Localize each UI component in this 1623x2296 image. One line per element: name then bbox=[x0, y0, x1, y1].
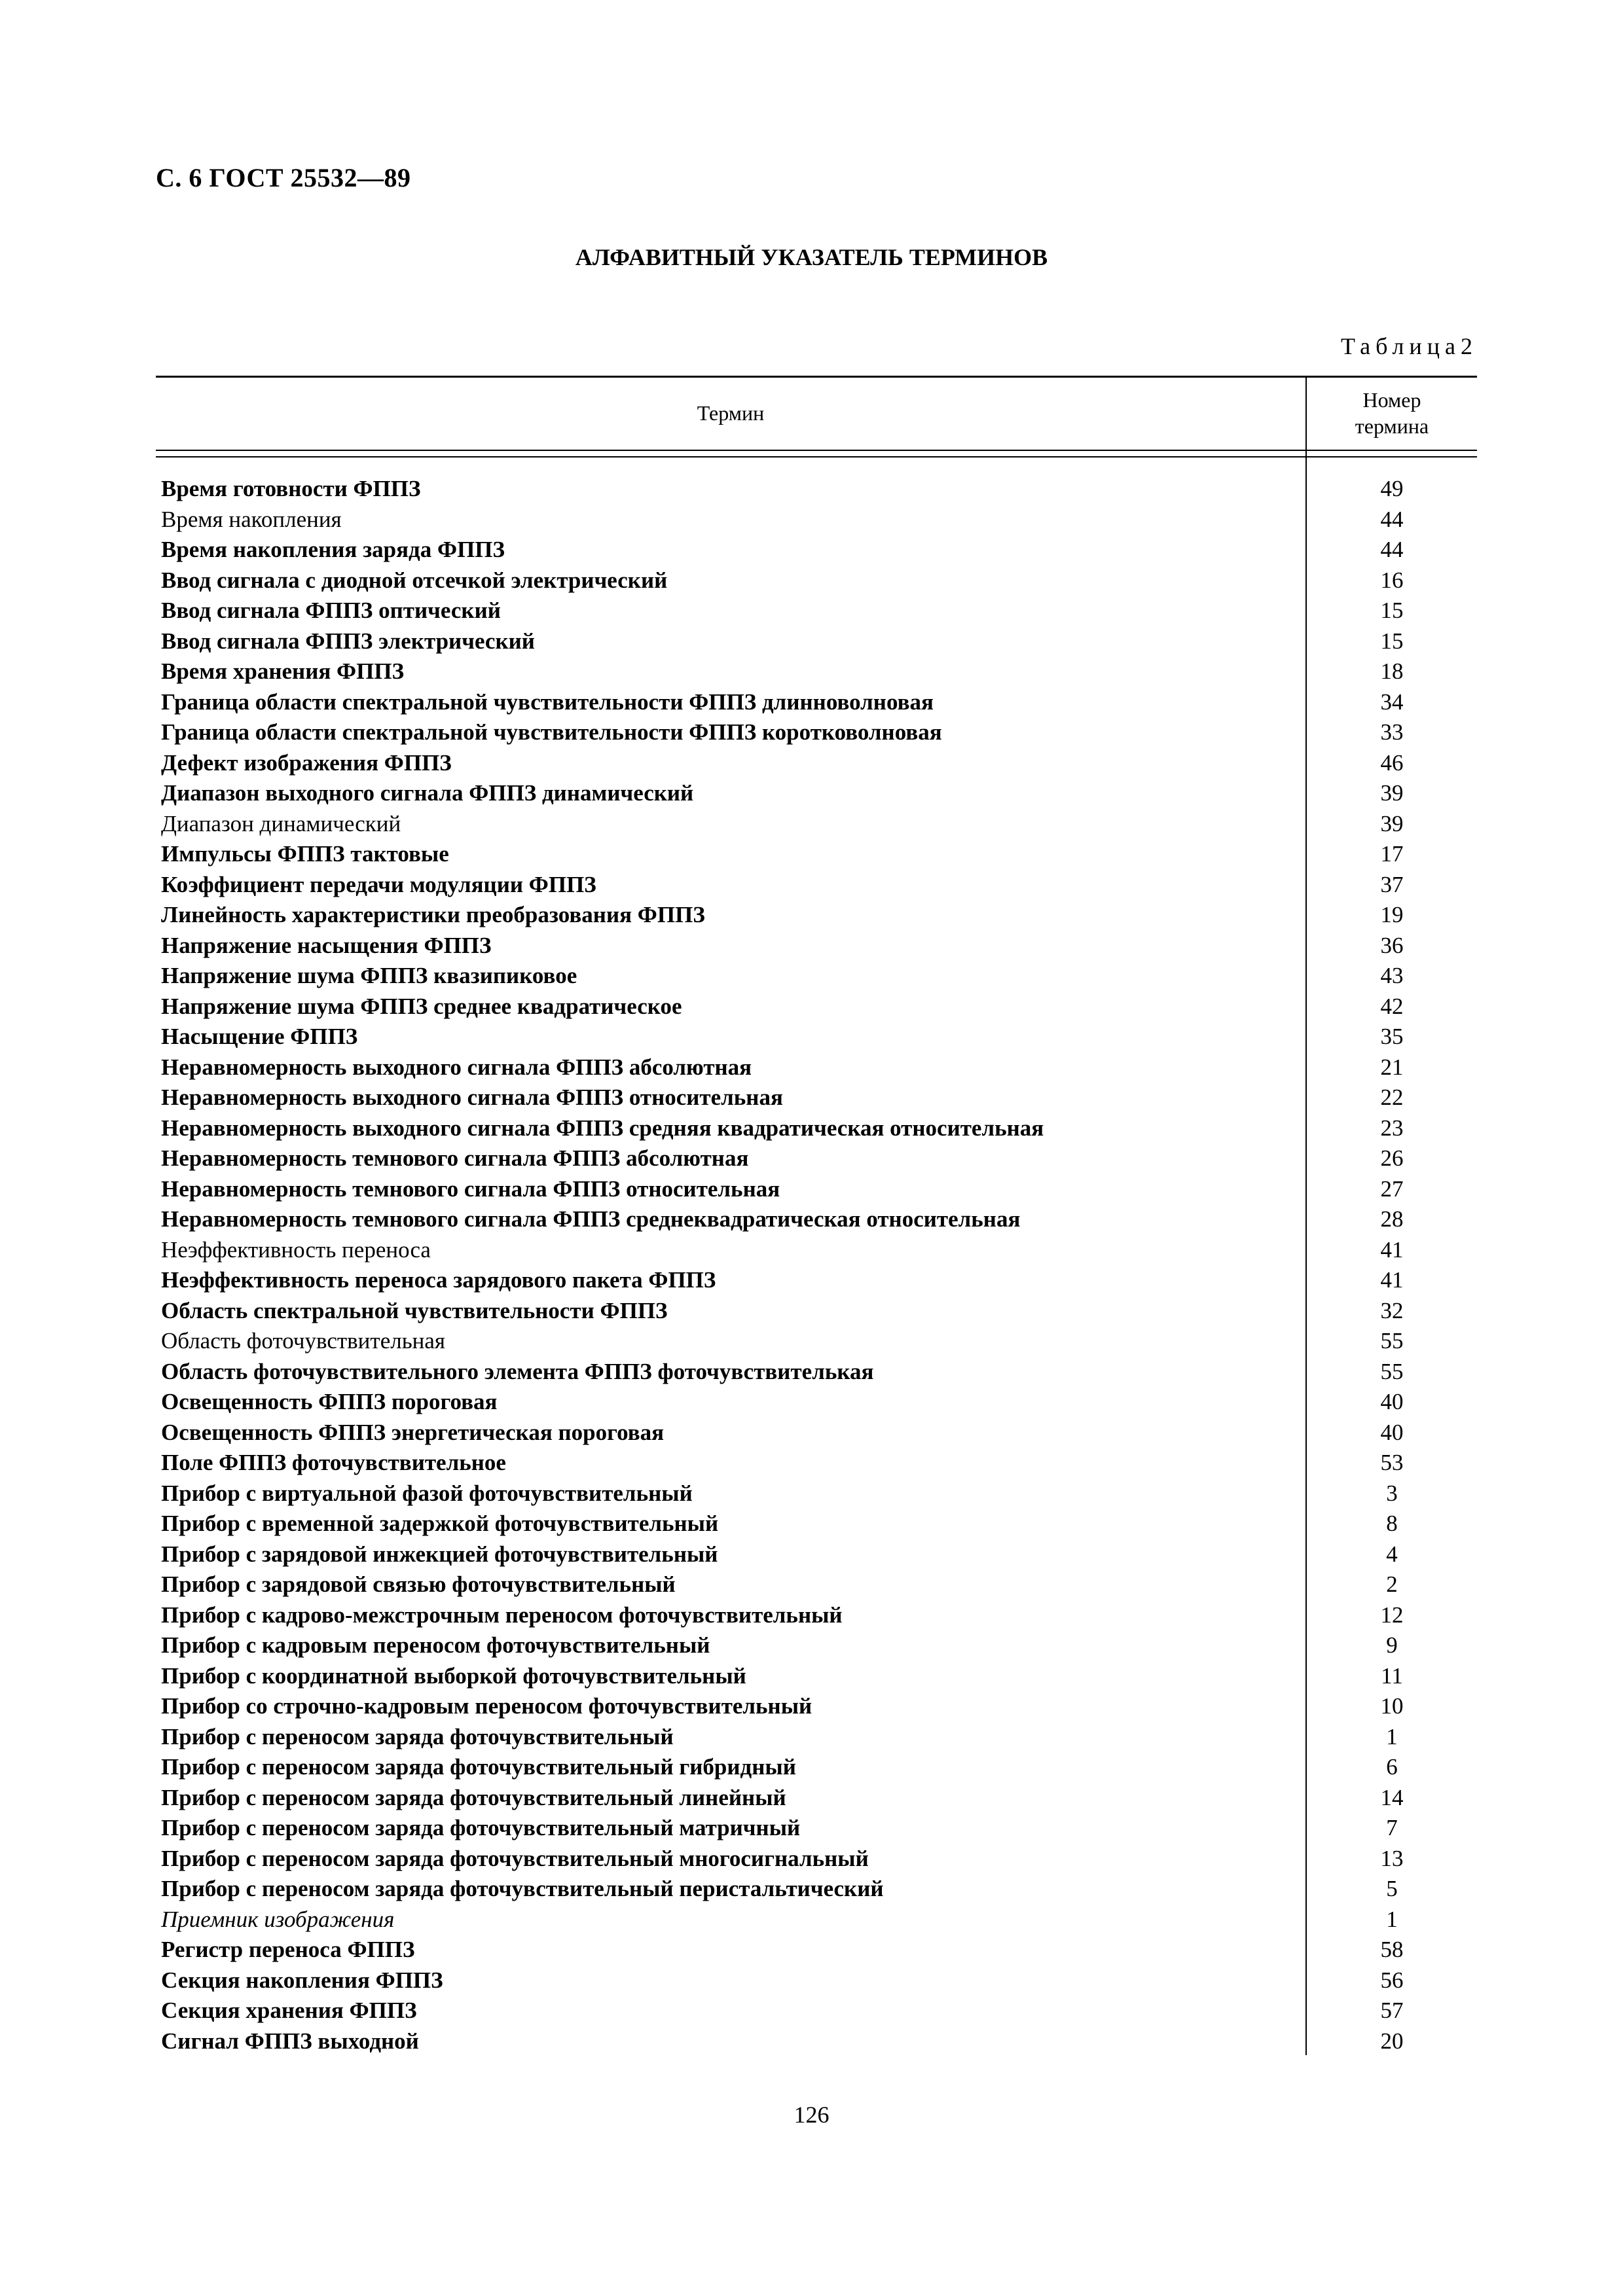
table-row bbox=[156, 1813, 1477, 1844]
term-name: Прибор с виртуальной фазой фоточувствительный bbox=[161, 1480, 693, 1506]
term-number: 14 bbox=[1380, 1784, 1404, 1810]
term-number: 56 bbox=[1380, 1967, 1404, 1993]
term-name: Дефект изображения ФППЗ bbox=[161, 749, 452, 776]
term-name: Диапазон динамический bbox=[161, 810, 401, 836]
table-row bbox=[156, 1844, 1477, 1874]
term-name: Неравномерность темнового сигнала ФППЗ абсолютная bbox=[161, 1145, 749, 1171]
term-number: 21 bbox=[1380, 1054, 1404, 1080]
term-name: Неравномерность темнового сигнала ФППЗ среднеквадратическая относительная bbox=[161, 1206, 1021, 1232]
term-name: Прибор с координатной выборкой фоточувствительный bbox=[161, 1662, 746, 1689]
term-name: Прибор с зарядовой инжекцией фоточувствительный bbox=[161, 1541, 718, 1567]
term-number: 58 bbox=[1380, 1937, 1404, 1962]
document-header-code: С. 6 ГОСТ 25532—89 bbox=[156, 163, 411, 192]
term-name: Коэффициент передачи модуляции ФППЗ bbox=[161, 871, 596, 897]
table-row bbox=[156, 1509, 1477, 1539]
term-number: 32 bbox=[1380, 1297, 1404, 1323]
term-number: 39 bbox=[1380, 780, 1404, 806]
table-row bbox=[156, 1326, 1477, 1357]
term-number: 10 bbox=[1380, 1693, 1404, 1719]
table-row bbox=[156, 1143, 1477, 1174]
term-name: Напряжение шума ФППЗ среднее квадратическое bbox=[161, 993, 682, 1019]
table-row bbox=[156, 656, 1477, 687]
term-number: 20 bbox=[1380, 2028, 1404, 2054]
column-header-number-line1: Номер bbox=[1362, 388, 1421, 412]
term-name: Секция хранения ФППЗ bbox=[161, 1998, 417, 2023]
term-name: Неравномерность выходного сигнала ФППЗ относительная bbox=[161, 1085, 783, 1110]
table-row bbox=[156, 931, 1477, 961]
index-title: АЛФАВИТНЫЙ УКАЗАТЕЛЬ ТЕРМИНОВ bbox=[575, 244, 1048, 270]
term-number: 44 bbox=[1380, 537, 1404, 562]
table-row bbox=[156, 2026, 1477, 2057]
term-name: Прибор с зарядовой связью фоточувствительный bbox=[161, 1571, 676, 1597]
column-header-number-line2: термина bbox=[1355, 414, 1429, 438]
table-row bbox=[156, 1479, 1477, 1509]
term-number: 36 bbox=[1380, 932, 1404, 958]
term-name: Прибор с переносом заряда фоточувствительный перистальтический bbox=[161, 1876, 884, 1901]
table-row bbox=[156, 1630, 1477, 1661]
table-row bbox=[156, 1570, 1477, 1600]
term-name: Напряжение насыщения ФППЗ bbox=[161, 932, 492, 958]
column-header-number bbox=[1307, 378, 1477, 448]
term-number: 33 bbox=[1380, 719, 1404, 745]
term-name: Поле ФППЗ фоточувствительное bbox=[161, 1450, 506, 1475]
term-name: Секция накопления ФППЗ bbox=[161, 1967, 443, 1993]
term-number: 55 bbox=[1380, 1358, 1404, 1384]
table-row bbox=[156, 717, 1477, 748]
term-number: 37 bbox=[1380, 871, 1404, 897]
term-number: 27 bbox=[1380, 1175, 1404, 1202]
table-row bbox=[156, 1296, 1477, 1327]
term-number: 41 bbox=[1380, 1236, 1404, 1263]
term-name: Неравномерность темнового сигнала ФППЗ относительная bbox=[161, 1175, 780, 1202]
term-number: 53 bbox=[1380, 1450, 1404, 1475]
table-row bbox=[156, 1996, 1477, 2026]
term-name: Прибор с переносом заряда фоточувствительный bbox=[161, 1723, 674, 1749]
table-row bbox=[156, 870, 1477, 901]
term-number: 40 bbox=[1380, 1389, 1404, 1414]
term-name: Приемник изображения bbox=[161, 1906, 395, 1932]
table-row bbox=[156, 687, 1477, 718]
table-body bbox=[156, 474, 1477, 2056]
table-row bbox=[156, 535, 1477, 565]
term-number: 55 bbox=[1380, 1328, 1404, 1354]
term-name: Диапазон выходного сигнала ФППЗ динамический bbox=[161, 780, 694, 806]
table-row bbox=[156, 1083, 1477, 1113]
term-number: 1 bbox=[1386, 1906, 1398, 1932]
term-number: 16 bbox=[1380, 567, 1404, 593]
term-number: 3 bbox=[1386, 1480, 1398, 1506]
term-name: Область фоточувствительного элемента ФППЗ фоточувствителькая bbox=[161, 1358, 874, 1384]
table-row bbox=[156, 1722, 1477, 1753]
term-name: Напряжение шума ФППЗ квазипиковое bbox=[161, 963, 577, 988]
term-name: Прибор с переносом заряда фоточувствительный многосигнальный bbox=[161, 1845, 869, 1871]
table-header bbox=[156, 376, 1477, 448]
term-name: Неравномерность выходного сигнала ФППЗ средняя квадратическая относительная bbox=[161, 1115, 1044, 1141]
table-row bbox=[156, 961, 1477, 992]
term-number: 57 bbox=[1380, 1998, 1404, 2023]
table-row bbox=[156, 1022, 1477, 1052]
table-row bbox=[156, 992, 1477, 1022]
table-row bbox=[156, 1235, 1477, 1266]
term-name: Время накопления bbox=[161, 506, 342, 532]
term-name: Область фоточувствительная bbox=[161, 1328, 446, 1354]
term-number: 34 bbox=[1380, 689, 1404, 715]
term-name: Область спектральной чувствительности ФППЗ bbox=[161, 1297, 668, 1323]
table-row bbox=[156, 1052, 1477, 1083]
term-name: Линейность характеристики преобразования ФППЗ bbox=[161, 902, 705, 927]
term-name: Освещенность ФППЗ энергетическая пороговая bbox=[161, 1419, 665, 1445]
table-row bbox=[156, 1783, 1477, 1814]
term-name: Неравномерность выходного сигнала ФППЗ абсолютная bbox=[161, 1054, 752, 1080]
term-name: Время накопления заряда ФППЗ bbox=[161, 537, 505, 562]
term-number: 12 bbox=[1380, 1602, 1404, 1628]
term-name: Ввод сигнала ФППЗ оптический bbox=[161, 598, 501, 623]
term-name: Неэффективность переноса bbox=[161, 1236, 431, 1263]
term-name: Насыщение ФППЗ bbox=[161, 1024, 358, 1049]
table-row bbox=[156, 1448, 1477, 1479]
term-number: 18 bbox=[1380, 658, 1404, 684]
term-name: Прибор с временной задержкой фоточувствительный bbox=[161, 1511, 719, 1536]
table-row bbox=[156, 809, 1477, 840]
table-row bbox=[156, 1418, 1477, 1448]
table-row bbox=[156, 1905, 1477, 1935]
page-number: 126 bbox=[793, 2102, 830, 2128]
table-row bbox=[156, 900, 1477, 931]
column-header-term: Термин bbox=[697, 401, 765, 425]
table-row bbox=[156, 1661, 1477, 1692]
table-row bbox=[156, 1691, 1477, 1722]
table-row bbox=[156, 1539, 1477, 1570]
term-number: 43 bbox=[1380, 963, 1404, 988]
table-row bbox=[156, 1874, 1477, 1905]
term-name: Импульсы ФППЗ тактовые bbox=[161, 841, 449, 867]
term-name: Прибор с переносом заряда фоточувствительный линейный bbox=[161, 1784, 786, 1810]
term-name: Время хранения ФППЗ bbox=[161, 658, 405, 684]
term-name: Граница области спектральной чувствительности ФППЗ коротковолновая bbox=[161, 719, 942, 745]
term-number: 11 bbox=[1381, 1662, 1403, 1689]
term-name: Прибор с кадрово-межстрочным переносом фоточувствительный bbox=[161, 1602, 843, 1628]
table-row bbox=[156, 596, 1477, 626]
table-row bbox=[156, 626, 1477, 657]
term-number: 17 bbox=[1380, 841, 1404, 867]
table-row bbox=[156, 1113, 1477, 1144]
term-number: 9 bbox=[1386, 1632, 1398, 1658]
terms-table bbox=[156, 376, 1477, 2054]
table-row bbox=[156, 778, 1477, 809]
term-number: 8 bbox=[1386, 1511, 1398, 1536]
table-row bbox=[156, 1204, 1477, 1235]
table-row bbox=[156, 505, 1477, 535]
term-number: 49 bbox=[1380, 476, 1404, 501]
term-name: Время готовности ФППЗ bbox=[161, 476, 421, 501]
term-number: 1 bbox=[1386, 1723, 1398, 1749]
term-name: Прибор со строчно-кадровым переносом фоточувствительный bbox=[161, 1693, 812, 1719]
table-row bbox=[156, 839, 1477, 870]
term-name: Сигнал ФППЗ выходной bbox=[161, 2028, 419, 2054]
header-double-rule bbox=[156, 450, 1477, 457]
term-number: 4 bbox=[1386, 1541, 1398, 1567]
term-name: Освещенность ФППЗ пороговая bbox=[161, 1389, 498, 1414]
term-number: 23 bbox=[1380, 1115, 1404, 1141]
term-number: 7 bbox=[1386, 1815, 1398, 1840]
table-row bbox=[156, 1935, 1477, 1965]
term-number: 2 bbox=[1386, 1571, 1398, 1597]
term-number: 28 bbox=[1380, 1206, 1404, 1232]
table-row bbox=[156, 565, 1477, 596]
term-number: 19 bbox=[1380, 902, 1404, 927]
table-row bbox=[156, 1965, 1477, 1996]
term-name: Прибор с кадровым переносом фоточувствительный bbox=[161, 1632, 710, 1658]
term-number: 15 bbox=[1380, 598, 1404, 623]
term-number: 15 bbox=[1380, 628, 1404, 654]
term-name: Ввод сигнала с диодной отсечкой электрический bbox=[161, 567, 668, 593]
table-row bbox=[156, 1387, 1477, 1418]
table-row bbox=[156, 474, 1477, 505]
table-label: Таблица2 bbox=[1341, 333, 1478, 359]
term-name: Регистр переноса ФППЗ bbox=[161, 1937, 415, 1962]
term-number: 46 bbox=[1380, 749, 1404, 776]
term-name: Прибор с переносом заряда фоточувствительный матричный bbox=[161, 1815, 801, 1840]
term-name: Граница области спектральной чувствительности ФППЗ длинноволновая bbox=[161, 689, 934, 715]
term-number: 26 bbox=[1380, 1145, 1404, 1171]
table-row bbox=[156, 1600, 1477, 1631]
term-number: 40 bbox=[1380, 1419, 1404, 1445]
term-number: 39 bbox=[1380, 810, 1404, 836]
term-number: 35 bbox=[1380, 1024, 1404, 1049]
term-number: 42 bbox=[1380, 993, 1404, 1019]
term-number: 22 bbox=[1380, 1085, 1404, 1110]
table-row bbox=[156, 1174, 1477, 1205]
table-row bbox=[156, 1752, 1477, 1783]
term-name: Прибор с переносом заряда фоточувствительный гибридный bbox=[161, 1754, 796, 1780]
table-row bbox=[156, 748, 1477, 779]
term-number: 41 bbox=[1380, 1267, 1404, 1293]
term-number: 5 bbox=[1386, 1876, 1398, 1901]
table-row bbox=[156, 1357, 1477, 1388]
table-row bbox=[156, 1265, 1477, 1296]
term-number: 6 bbox=[1386, 1754, 1398, 1780]
term-number: 13 bbox=[1380, 1845, 1404, 1871]
term-name: Ввод сигнала ФППЗ электрический bbox=[161, 628, 535, 654]
term-number: 44 bbox=[1380, 506, 1404, 532]
term-name: Неэффективность переноса зарядового пакета ФППЗ bbox=[161, 1267, 716, 1293]
